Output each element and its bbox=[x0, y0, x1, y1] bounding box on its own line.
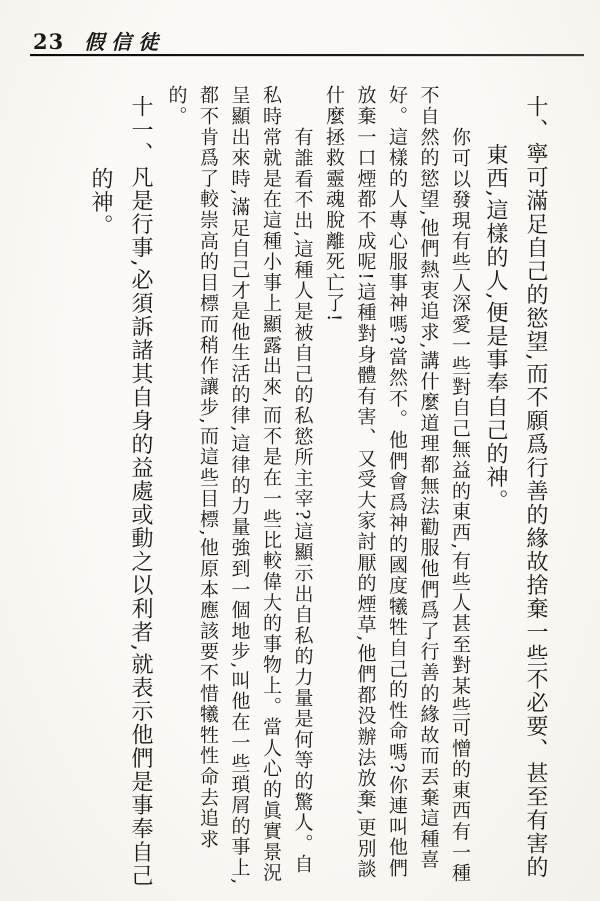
page-number: 23 bbox=[33, 29, 65, 54]
page-body bbox=[80, 85, 555, 890]
paragraph-1: 你可以發現有些人深愛一些對自己無益的東西,有些人甚至對某些可憎的東西有一種不自然的慾望,他們熱衷追求,講什麼道理都無法勸服他們爲了行善的緣故而丟棄這種喜好。這樣的人專心服事神嗎?當然不。他們會爲神的國度犧牲自己的性命嗎?你連叫他們放棄一口煙都不成呢!這種對身體有害、又受大家討厭的煙草,他們都没辦法放棄,更別談什麼拯救靈魂脫離死亡了! bbox=[323, 85, 471, 884]
running-title: 假信徒 bbox=[84, 30, 166, 54]
section-11-heading: 十一、凡是行事,必須訴諸其自身的益處或動之以利者,就表示他們是事奉自己的神。 bbox=[88, 95, 153, 888]
page-header bbox=[33, 26, 165, 55]
header-divider bbox=[30, 54, 584, 56]
section-10-heading: 十、寧可滿足自己的慾望,而不願爲行善的緣故捨棄一些不必要、甚至有害的東西,這樣的人,便是事奉自己的神。 bbox=[483, 95, 548, 879]
paragraph-2: 有誰看不出,這種人是被自己的私慾所主宰?這顯示出自私的力量是何等的驚人。自私時常就是在這種小事上顯露出來,而不是在一些比較偉大的事物上。當人心的眞實景況呈顯出來時,滿足自己才是他生活的律,這律的力量強到一個地步,叫他在一些瑣屑的事上,都不肯爲了較崇高的目標而稍作讓步,而這些目標,他原本應該要不惜犧牲性命去追求的。 bbox=[165, 85, 314, 886]
